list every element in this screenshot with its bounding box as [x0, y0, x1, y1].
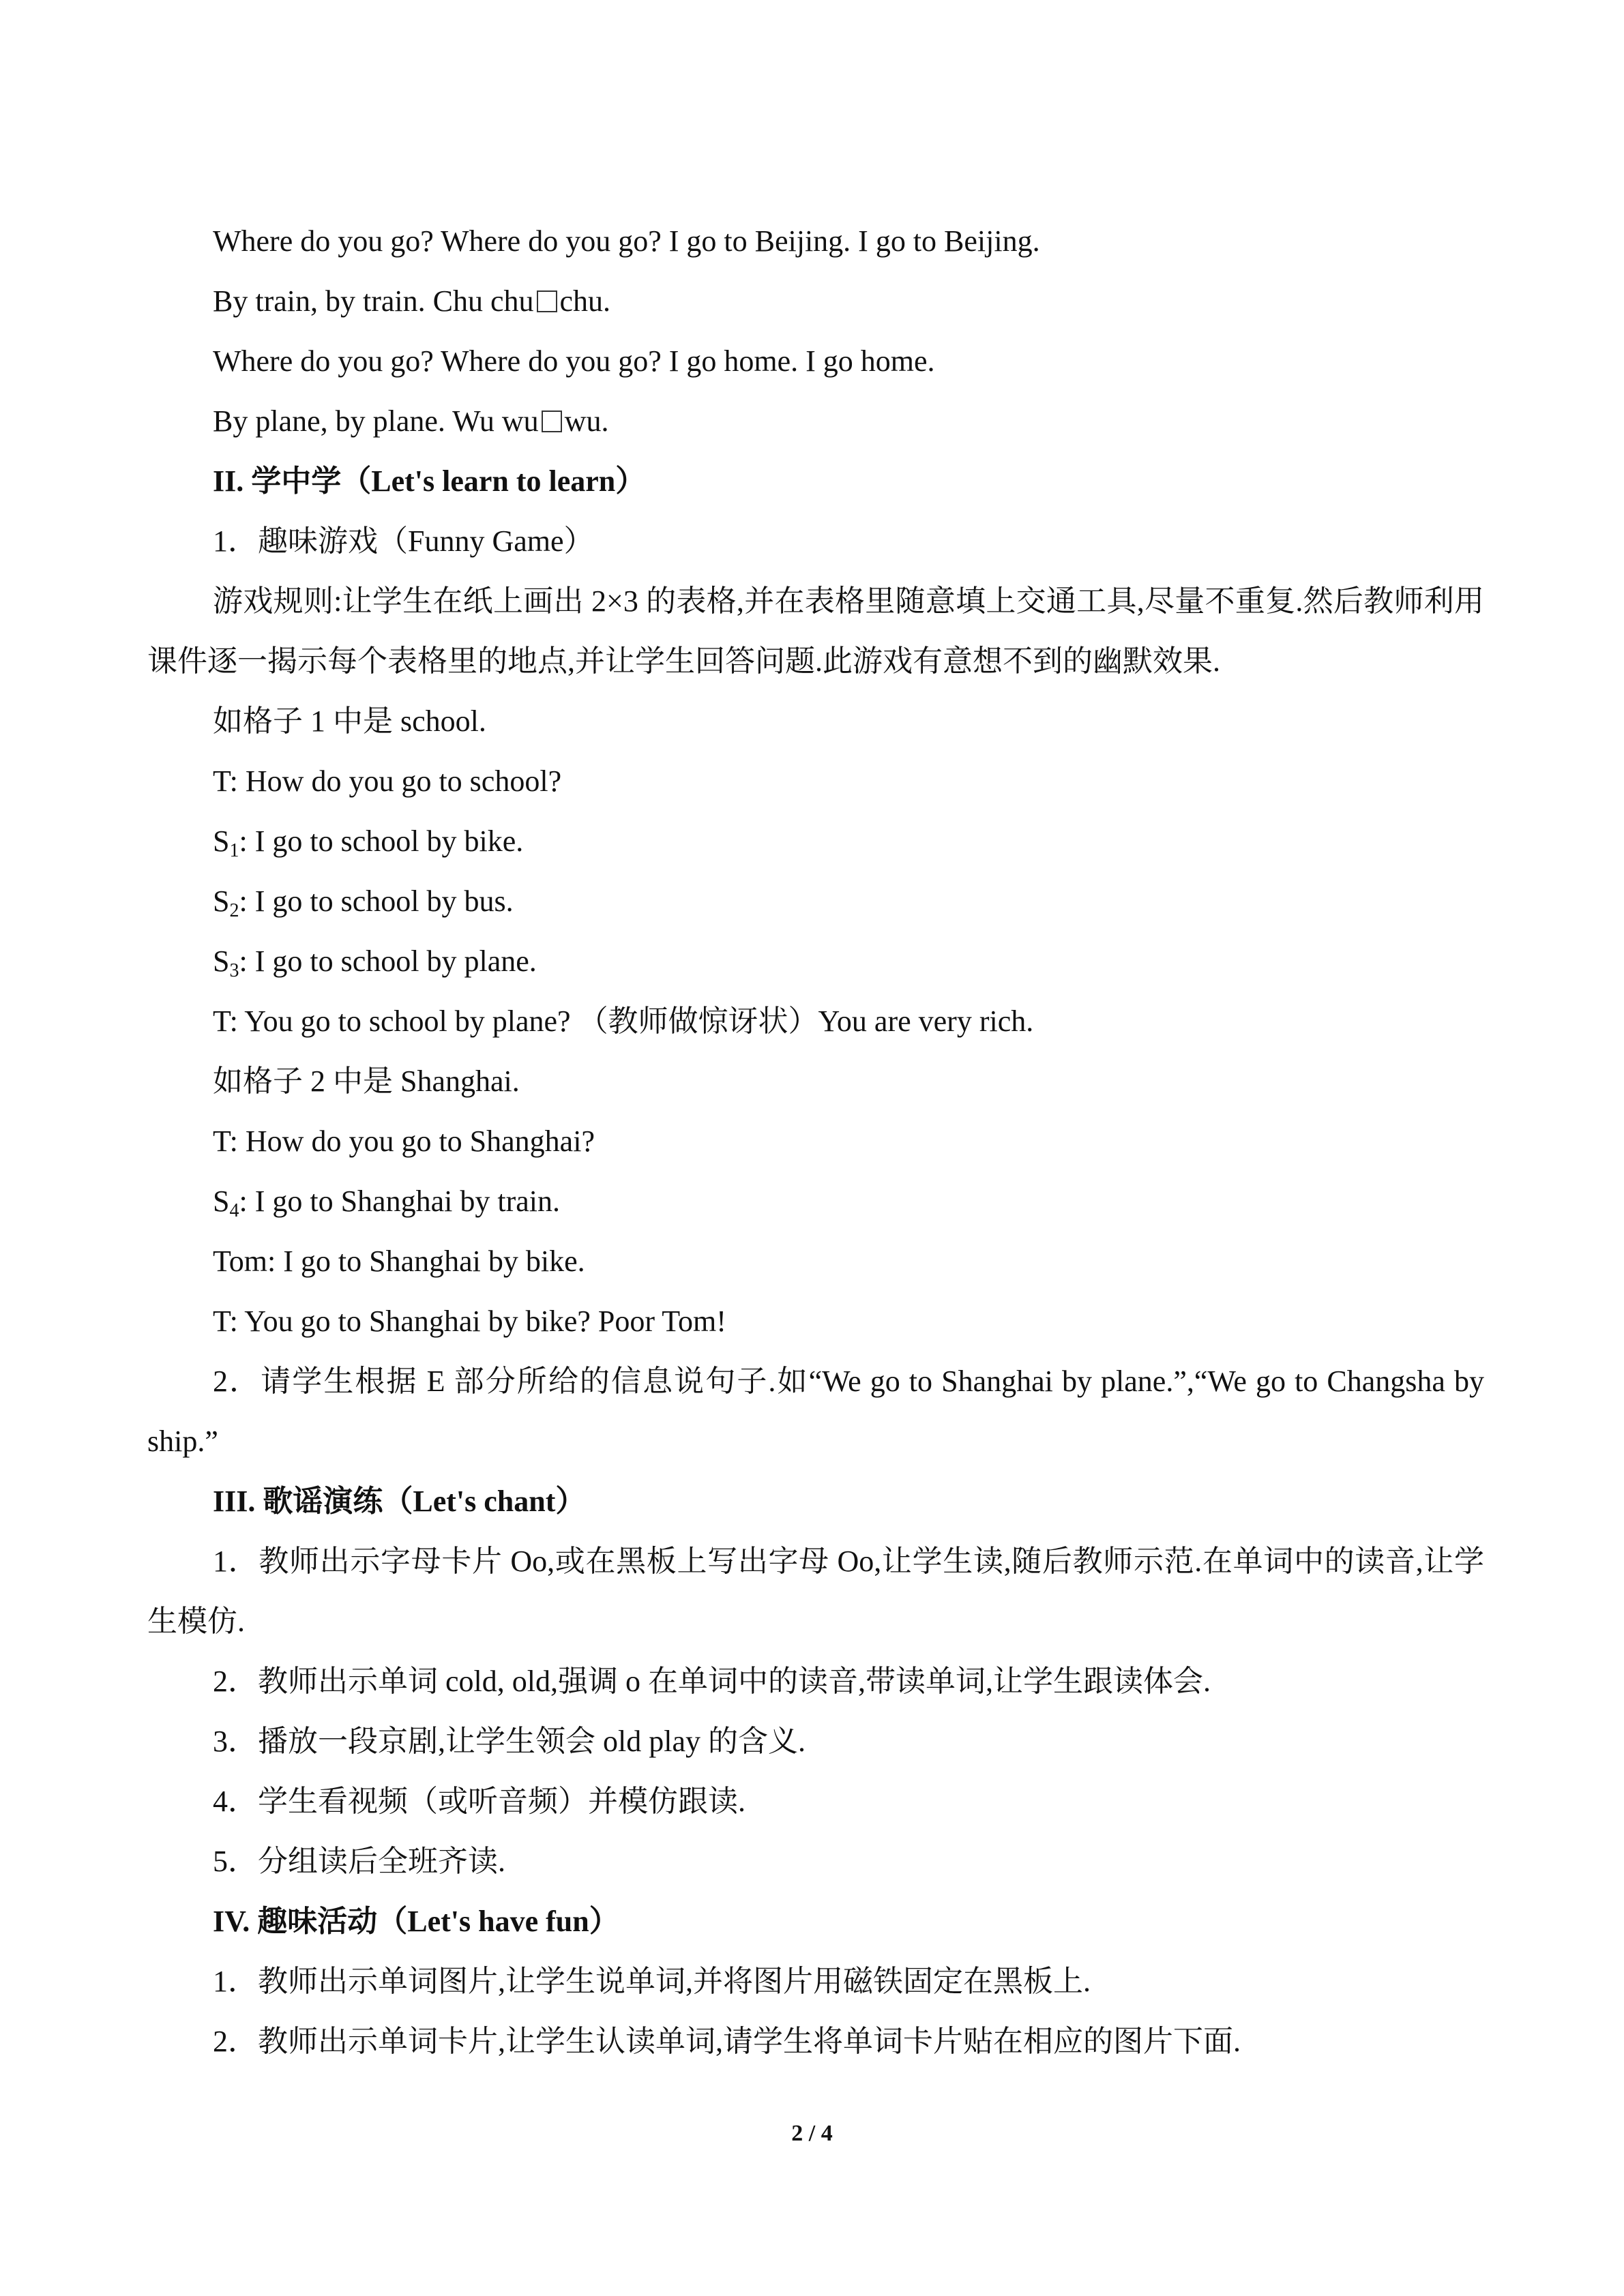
dialogue-line: Tom: I go to Shanghai by bike. — [213, 1244, 585, 1278]
chant-line-4-end: wu. — [564, 404, 609, 438]
speaker-subscript: 2 — [229, 900, 239, 921]
fun-step-1: 1．教师出示单词图片,让学生说单词,并将图片用磁铁固定在黑板上. — [213, 1965, 1091, 1998]
dialogue-text: : I go to school by bike. — [239, 824, 524, 858]
chant-line-2 — [147, 271, 1484, 331]
section-heading-chant: III. 歌谣演练（Let's chant） — [213, 1485, 586, 1518]
chant-line-4 — [147, 391, 1484, 451]
game-rules-paragraph: 游戏规则:让学生在纸上画出 2×3 的表格,并在表格里随意填上交通工具,尽量不重复.然后教师利用课件逐一揭示每个表格里的地点,并让学生回答问题.此游戏有意想不到的幽默效果. — [147, 584, 1484, 678]
dialogue-line-s3 — [147, 931, 1484, 992]
activity-paragraph-sentences: 2．请学生根据 E 部分所给的信息说句子.如“We go to Shanghai by plane.”,“We go to Changsha by ship.” — [147, 1365, 1484, 1458]
section-heading-learn: II. 学中学（Let's learn to learn） — [213, 464, 646, 498]
dialogue-text: : I go to school by plane. — [239, 944, 537, 978]
chant-step-1: 1．教师出示字母卡片 Oo,或在黑板上写出字母 Oo,让学生读,随后教师示范.在单词中的读音,让学生模仿. — [147, 1545, 1484, 1638]
page-number: 2 / 4 — [791, 2121, 833, 2146]
speaker-label: S — [213, 824, 230, 858]
dialogue-line: T: You go to Shanghai by bike? Poor Tom! — [213, 1304, 726, 1338]
dialogue-line: T: How do you go to school? — [213, 764, 562, 798]
speaker-subscript: 4 — [229, 1200, 239, 1221]
chant-line-2-text: By train, by train. Chu chu — [213, 284, 534, 318]
chant-step-4: 4．学生看视频（或听音频）并模仿跟读. — [213, 1785, 745, 1818]
chant-line-2-end: chu. — [559, 284, 611, 318]
chant-line-4-text: By plane, by plane. Wu wu — [213, 404, 539, 438]
speaker-subscript: 1 — [229, 840, 239, 861]
example-grid-1: 如格子 1 中是 school. — [213, 704, 486, 738]
dialogue-line-s1 — [147, 811, 1484, 871]
fun-step-2: 2．教师出示单词卡片,让学生认读单词,请学生将单词卡片贴在相应的图片下面. — [213, 2025, 1241, 2058]
dialogue-line: T: You go to school by plane? （教师做惊讶状）You are very rich. — [213, 1004, 1034, 1038]
dialogue-line-s4 — [147, 1172, 1484, 1232]
chant-step-3: 3．播放一段京剧,让学生领会 old play 的含义. — [213, 1725, 806, 1758]
chant-step-2: 2．教师出示单词 cold, old,强调 o 在单词中的读音,带读单词,让学生跟读体会. — [213, 1665, 1211, 1698]
chant-line-3: Where do you go? Where do you go? I go home. I go home. — [213, 344, 935, 378]
document-body — [147, 211, 1484, 2072]
dialogue-line-s2 — [147, 871, 1484, 931]
chant-line-1: Where do you go? Where do you go? I go to Beijing. I go to Beijing. — [213, 224, 1040, 258]
activity-title-funny-game: 1．趣味游戏（Funny Game） — [213, 524, 594, 558]
section-heading-fun: IV. 趣味活动（Let's have fun） — [213, 1905, 619, 1938]
speaker-label: S — [213, 944, 230, 978]
speaker-label: S — [213, 884, 230, 918]
example-grid-2: 如格子 2 中是 Shanghai. — [213, 1064, 520, 1098]
speaker-subscript: 3 — [229, 960, 239, 981]
missing-glyph-box — [537, 290, 557, 312]
chant-step-5: 5．分组读后全班齐读. — [213, 1845, 505, 1878]
speaker-label: S — [213, 1184, 230, 1218]
dialogue-line: T: How do you go to Shanghai? — [213, 1124, 595, 1158]
dialogue-text: : I go to Shanghai by train. — [239, 1184, 560, 1218]
dialogue-text: : I go to school by bus. — [239, 884, 514, 918]
missing-glyph-box — [542, 411, 562, 432]
